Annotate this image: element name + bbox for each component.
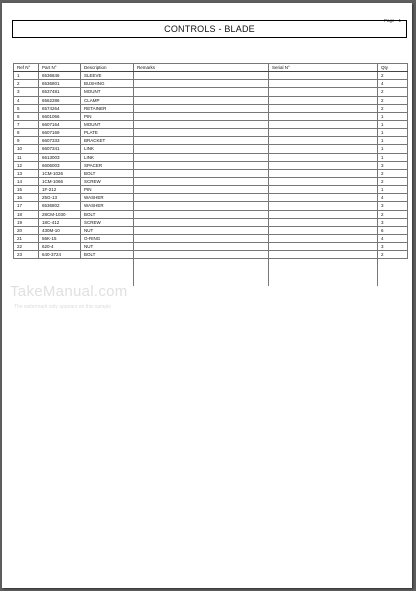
- table-row: [14, 104, 408, 112]
- cell-part-number: 6574264: [39, 104, 81, 112]
- cell-part-number: 6613003: [39, 153, 81, 161]
- column-rule-qty: [377, 211, 378, 286]
- table-header-row: [14, 64, 408, 72]
- cell-serial: [269, 104, 378, 112]
- cell-part-number: 6536801: [39, 80, 81, 88]
- cell-ref: 23: [14, 251, 39, 259]
- cell-remarks: [134, 96, 269, 104]
- cell-ref: 21: [14, 234, 39, 242]
- cell-ref: 10: [14, 145, 39, 153]
- cell-qty: 4: [378, 194, 408, 202]
- cell-remarks: [134, 104, 269, 112]
- cell-qty: 1: [378, 186, 408, 194]
- cell-serial: [269, 210, 378, 218]
- page-title: [12, 20, 407, 38]
- cell-remarks: [134, 226, 269, 234]
- cell-qty: 3: [378, 161, 408, 169]
- cell-description: SLEEVE: [81, 72, 134, 80]
- cell-serial: [269, 145, 378, 153]
- cell-qty: 2: [378, 72, 408, 80]
- column-rule-remarks: [133, 211, 134, 286]
- table-row: [14, 161, 408, 169]
- table-row: [14, 120, 408, 128]
- cell-description: PLATE: [81, 129, 134, 137]
- cell-part-number: 18C-412: [39, 218, 81, 226]
- cell-serial: [269, 243, 378, 251]
- cell-remarks: [134, 177, 269, 185]
- cell-description: O-RING: [81, 234, 134, 242]
- page-title-text: CONTROLS - BLADE: [164, 24, 255, 34]
- cell-part-number: 1CM-1026: [39, 169, 81, 177]
- header-qty: Qty: [378, 64, 408, 72]
- cell-qty: 2: [378, 104, 408, 112]
- cell-description: SPACER: [81, 161, 134, 169]
- cell-ref: 15: [14, 186, 39, 194]
- cell-ref: 11: [14, 153, 39, 161]
- header-part: Part N°: [39, 64, 81, 72]
- table-row: [14, 202, 408, 210]
- cell-qty: 1: [378, 145, 408, 153]
- cell-remarks: [134, 202, 269, 210]
- cell-description: BRACKET: [81, 137, 134, 145]
- cell-remarks: [134, 112, 269, 120]
- cell-part-number: 6536802: [39, 202, 81, 210]
- cell-serial: [269, 194, 378, 202]
- cell-part-number: 56K-15: [39, 234, 81, 242]
- cell-ref: 3: [14, 88, 39, 96]
- table-row: [14, 177, 408, 185]
- cell-qty: 2: [378, 177, 408, 185]
- cell-remarks: [134, 251, 269, 259]
- table-row: [14, 145, 408, 153]
- cell-part-number: 25G-13: [39, 194, 81, 202]
- cell-ref: 17: [14, 202, 39, 210]
- table-row: [14, 153, 408, 161]
- parts-table: [13, 63, 408, 259]
- cell-ref: 6: [14, 112, 39, 120]
- cell-remarks: [134, 169, 269, 177]
- cell-serial: [269, 169, 378, 177]
- document-page: [2, 3, 412, 588]
- table-row: [14, 218, 408, 226]
- cell-ref: 16: [14, 194, 39, 202]
- cell-description: PIN: [81, 186, 134, 194]
- cell-part-number: 28CM-1030: [39, 210, 81, 218]
- cell-serial: [269, 161, 378, 169]
- cell-description: LINK: [81, 145, 134, 153]
- cell-remarks: [134, 161, 269, 169]
- cell-ref: 9: [14, 137, 39, 145]
- cell-description: WASHER: [81, 194, 134, 202]
- cell-description: LINK: [81, 153, 134, 161]
- cell-ref: 14: [14, 177, 39, 185]
- cell-serial: [269, 177, 378, 185]
- cell-remarks: [134, 120, 269, 128]
- cell-part-number: 6607341: [39, 145, 81, 153]
- table-row: [14, 112, 408, 120]
- cell-remarks: [134, 153, 269, 161]
- cell-serial: [269, 186, 378, 194]
- cell-qty: 3: [378, 243, 408, 251]
- cell-part-number: 6607333: [39, 137, 81, 145]
- cell-qty: 1: [378, 137, 408, 145]
- cell-serial: [269, 153, 378, 161]
- cell-qty: 4: [378, 80, 408, 88]
- cell-description: BOLT: [81, 210, 134, 218]
- cell-serial: [269, 120, 378, 128]
- cell-part-number: 430M-10: [39, 226, 81, 234]
- cell-qty: 2: [378, 169, 408, 177]
- cell-description: CLAMP: [81, 96, 134, 104]
- cell-remarks: [134, 243, 269, 251]
- cell-description: RETAINER: [81, 104, 134, 112]
- cell-qty: 3: [378, 218, 408, 226]
- cell-description: MOUNT: [81, 88, 134, 96]
- table-row: [14, 251, 408, 259]
- cell-part-number: 6606003: [39, 161, 81, 169]
- cell-qty: 2: [378, 210, 408, 218]
- cell-description: PIN: [81, 112, 134, 120]
- column-rule-serial: [268, 211, 269, 286]
- cell-ref: 2: [14, 80, 39, 88]
- cell-remarks: [134, 210, 269, 218]
- cell-qty: 2: [378, 88, 408, 96]
- cell-qty: 2: [378, 251, 408, 259]
- cell-part-number: 640-3724: [39, 251, 81, 259]
- cell-part-number: 1F-212: [39, 186, 81, 194]
- cell-serial: [269, 80, 378, 88]
- cell-part-number: 6601066: [39, 112, 81, 120]
- table-row: [14, 169, 408, 177]
- cell-description: MOUNT: [81, 120, 134, 128]
- cell-ref: 8: [14, 129, 39, 137]
- table-row: [14, 234, 408, 242]
- cell-qty: 1: [378, 120, 408, 128]
- cell-part-number: 6562286: [39, 96, 81, 104]
- table-row: [14, 243, 408, 251]
- cell-serial: [269, 202, 378, 210]
- table-row: [14, 129, 408, 137]
- cell-remarks: [134, 218, 269, 226]
- cell-qty: 6: [378, 226, 408, 234]
- cell-remarks: [134, 234, 269, 242]
- table-row: [14, 96, 408, 104]
- cell-qty: 1: [378, 153, 408, 161]
- watermark: TakeManual.com: [10, 283, 128, 300]
- header-ref: Ref N°: [14, 64, 39, 72]
- cell-qty: 1: [378, 112, 408, 120]
- cell-description: NUT: [81, 226, 134, 234]
- cell-part-number: 6536846: [39, 72, 81, 80]
- cell-part-number: 6537481: [39, 88, 81, 96]
- parts-table-body: [14, 72, 408, 259]
- header-serial: Serial N°: [269, 64, 378, 72]
- cell-serial: [269, 234, 378, 242]
- cell-ref: 4: [14, 96, 39, 104]
- cell-description: BOLT: [81, 251, 134, 259]
- cell-remarks: [134, 137, 269, 145]
- cell-ref: 5: [14, 104, 39, 112]
- cell-ref: 20: [14, 226, 39, 234]
- page-number: Page - 1: [384, 18, 402, 23]
- cell-part-number: 6607169: [39, 129, 81, 137]
- cell-description: BOLT: [81, 169, 134, 177]
- cell-serial: [269, 129, 378, 137]
- table-row: [14, 186, 408, 194]
- cell-ref: 13: [14, 169, 39, 177]
- cell-description: SCREW: [81, 177, 134, 185]
- table-row: [14, 210, 408, 218]
- table-row: [14, 80, 408, 88]
- table-row: [14, 194, 408, 202]
- cell-ref: 19: [14, 218, 39, 226]
- cell-ref: 18: [14, 210, 39, 218]
- table-row: [14, 72, 408, 80]
- cell-qty: 2: [378, 96, 408, 104]
- cell-serial: [269, 88, 378, 96]
- cell-description: NUT: [81, 243, 134, 251]
- cell-part-number: 620-4: [39, 243, 81, 251]
- cell-remarks: [134, 72, 269, 80]
- watermark-subtext: The watermark only appears on this sample: [14, 304, 111, 310]
- cell-remarks: [134, 145, 269, 153]
- cell-ref: 12: [14, 161, 39, 169]
- cell-remarks: [134, 88, 269, 96]
- header-remarks: Remarks: [134, 64, 269, 72]
- cell-description: WASHER: [81, 202, 134, 210]
- table-row: [14, 226, 408, 234]
- cell-serial: [269, 72, 378, 80]
- cell-part-number: 1CM-1066: [39, 177, 81, 185]
- cell-serial: [269, 96, 378, 104]
- cell-ref: 1: [14, 72, 39, 80]
- table-row: [14, 137, 408, 145]
- cell-serial: [269, 112, 378, 120]
- cell-serial: [269, 251, 378, 259]
- cell-serial: [269, 218, 378, 226]
- header-description: Description: [81, 64, 134, 72]
- cell-remarks: [134, 186, 269, 194]
- cell-qty: 3: [378, 202, 408, 210]
- cell-remarks: [134, 80, 269, 88]
- cell-ref: 22: [14, 243, 39, 251]
- cell-ref: 7: [14, 120, 39, 128]
- cell-description: SCREW: [81, 218, 134, 226]
- table-row: [14, 88, 408, 96]
- cell-serial: [269, 137, 378, 145]
- cell-remarks: [134, 194, 269, 202]
- cell-qty: 4: [378, 234, 408, 242]
- cell-remarks: [134, 129, 269, 137]
- cell-qty: 1: [378, 129, 408, 137]
- cell-description: BUSHING: [81, 80, 134, 88]
- cell-part-number: 6607164: [39, 120, 81, 128]
- cell-serial: [269, 226, 378, 234]
